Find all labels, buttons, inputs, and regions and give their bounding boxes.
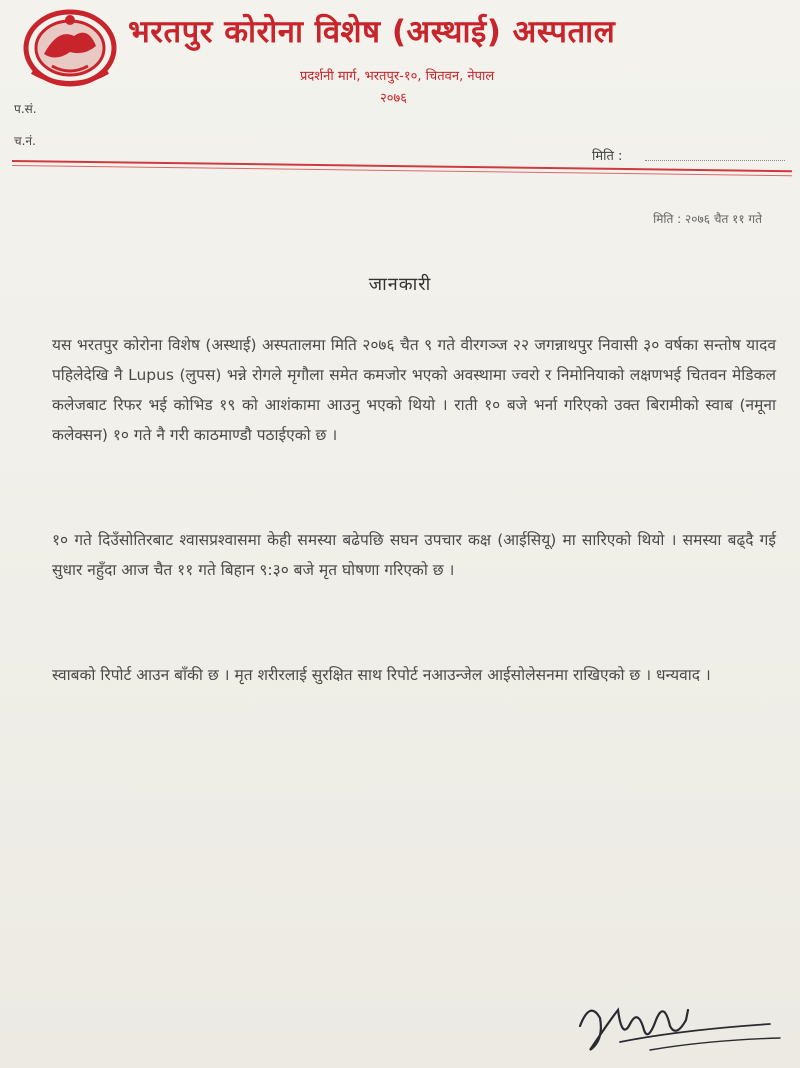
- hospital-name: भरतपुर कोरोना विशेष (अस्थाई) अस्पताल: [128, 14, 616, 50]
- body-paragraph: यस भरतपुर कोरोना विशेष (अस्थाई) अस्पतालमा मिति २०७६ चैत ९ गते वीरगञ्ज २२ जगन्नाथपुर निवासी ३० वर्षका सन्तोष यादव पहिलेदेखि नै Lupus (लुपस) भन्ने रोगले मृगौला समेत कमजोर भएको अवस्थामा ज्वरो र निमोनियाको लक्षणभई चितवन मेडिकल कलेजबाट रिफर भई कोभिड १९ को आशंकामा आउनु भएको थियो । राती १० बजे भर्ना गरिएको उक्त बिरामीको स्वाब (नमूना कलेक्सन) १० गते नै गरी काठमाण्डौ पठाईएको छ ।: [52, 336, 776, 444]
- letterhead-year: २०७६: [380, 91, 408, 106]
- letter-subject: जानकारी: [368, 274, 432, 295]
- nepal-emblem-icon: [22, 6, 118, 88]
- letter-number-label: प.सं.: [14, 102, 37, 116]
- body-paragraph: स्वाबको रिपोर्ट आउन बाँकी छ । मृत शरीरलाई सुरक्षित साथ रिपोर्ट नआउन्जेल आईसोलेसनमा राखिएको छ । धन्यवाद ।: [52, 666, 711, 684]
- letterhead-date-label: मिति :: [592, 149, 623, 164]
- date-dotted-line: [645, 160, 785, 161]
- signature-icon: [560, 980, 790, 1060]
- body-paragraph: १० गते दिउँसोतिरबाट श्वासप्रश्वासमा केही समस्या बढेपछि सघन उपचार कक्ष (आईसियू) मा सारिएको थियो । समस्या बढ्दै गई सुधार नहुँदा आज चैत ११ गते बिहान ९:३० बजे मृत घोषणा गरिएको छ ।: [52, 531, 776, 579]
- dispatch-number-label: च.नं.: [14, 134, 36, 148]
- letter-date: मिति : २०७६ चैत ११ गते: [653, 212, 762, 226]
- hospital-address: प्रदर्शनी मार्ग, भरतपुर-१०, चितवन, नेपाल: [300, 69, 495, 84]
